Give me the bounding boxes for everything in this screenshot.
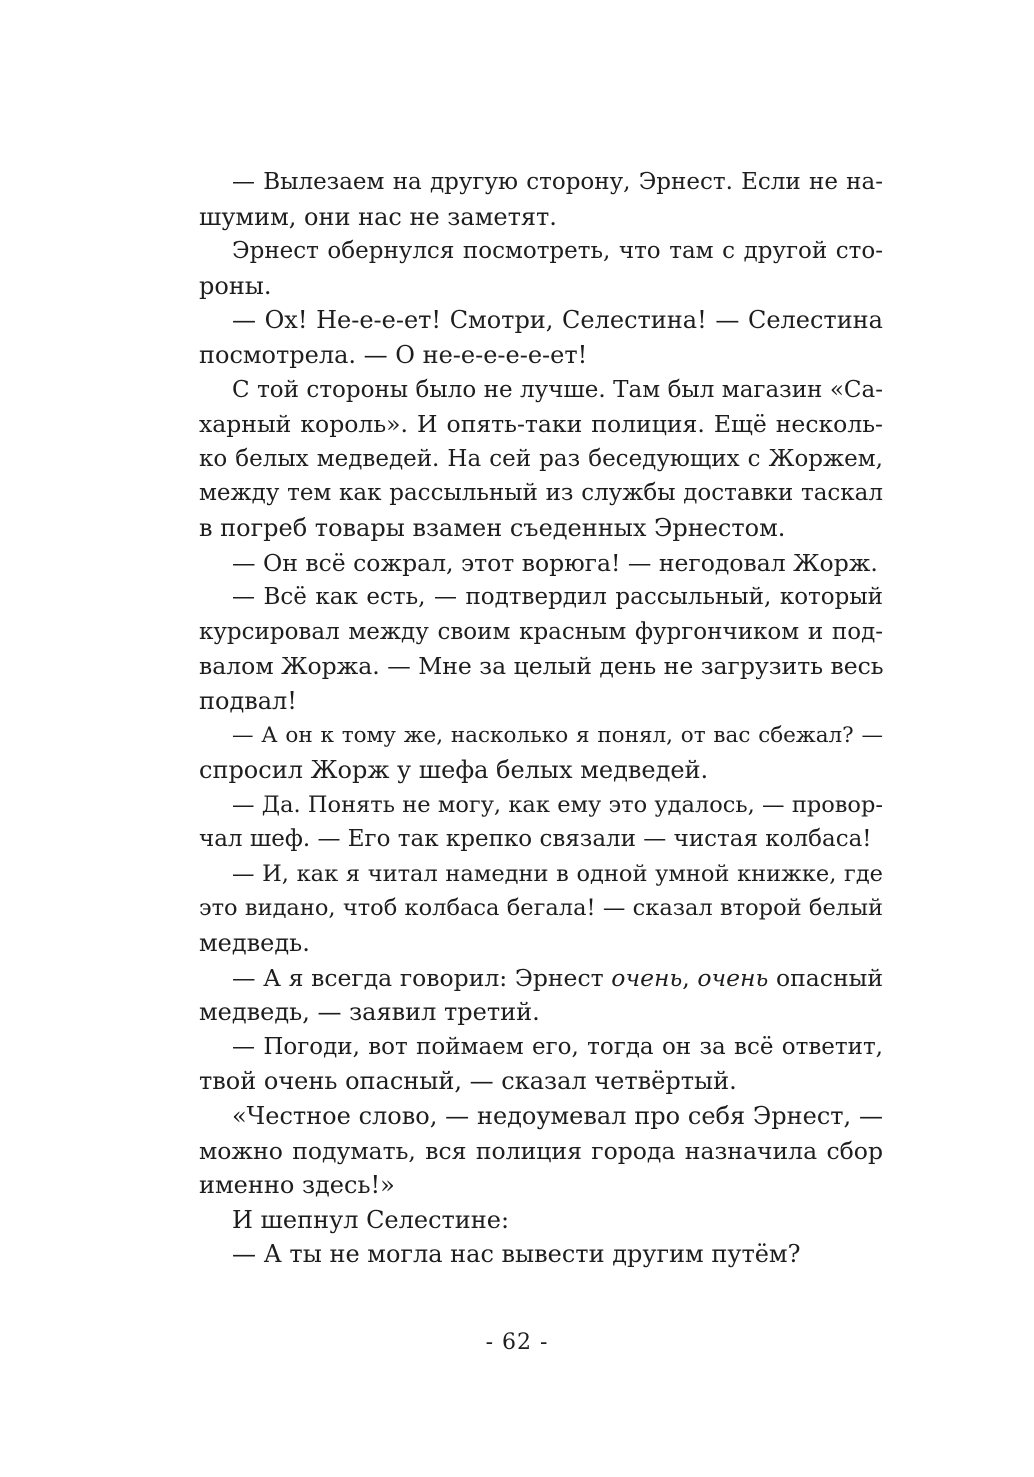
body-text [199,165,883,1272]
text-line: — А ты не могла нас вывести другим путём? [232,1240,801,1269]
text-line: это видано, чтоб колбаса бегала! — сказал второй белый [199,895,883,922]
text-line: в погреб товары взамен съеденных Эрнестом. [199,513,786,542]
emphasis-text: очень [697,963,769,992]
emphasis-text: очень [611,963,683,992]
text-line: посмотрела. — О не-е-е-е-е-ет! [199,340,588,369]
text-line: именно здесь!» [199,1171,395,1200]
text-line: харный король». И опять-таки полиция. Ещё несколь- [199,410,883,439]
text-run: — А я всегда говорил: Эрнест [232,963,612,992]
text-line: медведь. [199,929,310,958]
text-line: между тем как рассыльный из службы доставки таскал [199,480,883,507]
text-line: можно подумать, вся полиция города назначила сбор [199,1136,883,1165]
text-line: твой очень опасный, — сказал четвёртый. [199,1067,737,1096]
text-run: , [682,963,698,992]
text-line: спросил Жорж у шефа белых медведей. [199,756,709,785]
text-line: С той стороны было не лучше. Там был магазин «Са- [232,376,883,403]
text-line: курсировал между своим красным фургончиком и под- [199,618,883,645]
text-line: роны. [199,271,272,300]
text-line: — Он всё сожрал, этот ворюга! — негодовал Жорж. [232,548,878,577]
text-line: «Честное слово, — недоумевал про себя Эрнест, — [232,1102,883,1131]
text-run: опасный [768,963,883,992]
text-line: — Погоди, вот поймаем его, тогда он за всё ответит, [232,1033,883,1060]
text-line: ко белых медведей. На сей раз беседующих с Жоржем, [199,445,883,472]
text-line: — А он к тому же, насколько я понял, от вас сбежал? — [232,722,883,748]
text-line: Эрнест обернулся посмотреть, что там с другой сто- [232,238,883,265]
text-line: — Вылезаем на другую сторону, Эрнест. Если не на- [232,169,883,195]
text-line: — Всё как есть, — подтвердил рассыльный, который [232,584,883,611]
text-line: подвал! [199,686,297,715]
text-line: — Ох! Не-е-е-ет! Смотри, Селестина! — Селестина [232,306,883,335]
text-line: — И, как я читал намедни в одной умной книжке, где [232,860,883,887]
text-line: И шепнул Селестине: [232,1205,510,1234]
text-line: чал шеф. — Его так крепко связали — чистая колбаса! [199,826,872,853]
text-line: валом Жоржа. — Мне за целый день не загрузить весь [199,652,884,681]
text-line-with-emphasis [199,961,883,996]
text-line: медведь, — заявил третий. [199,998,540,1027]
text-line: — Да. Понять не могу, как ему это удалось, — провор- [232,791,883,818]
text-line: шумим, они нас не заметят. [199,202,557,231]
page-number: - 62 - [485,1330,549,1355]
